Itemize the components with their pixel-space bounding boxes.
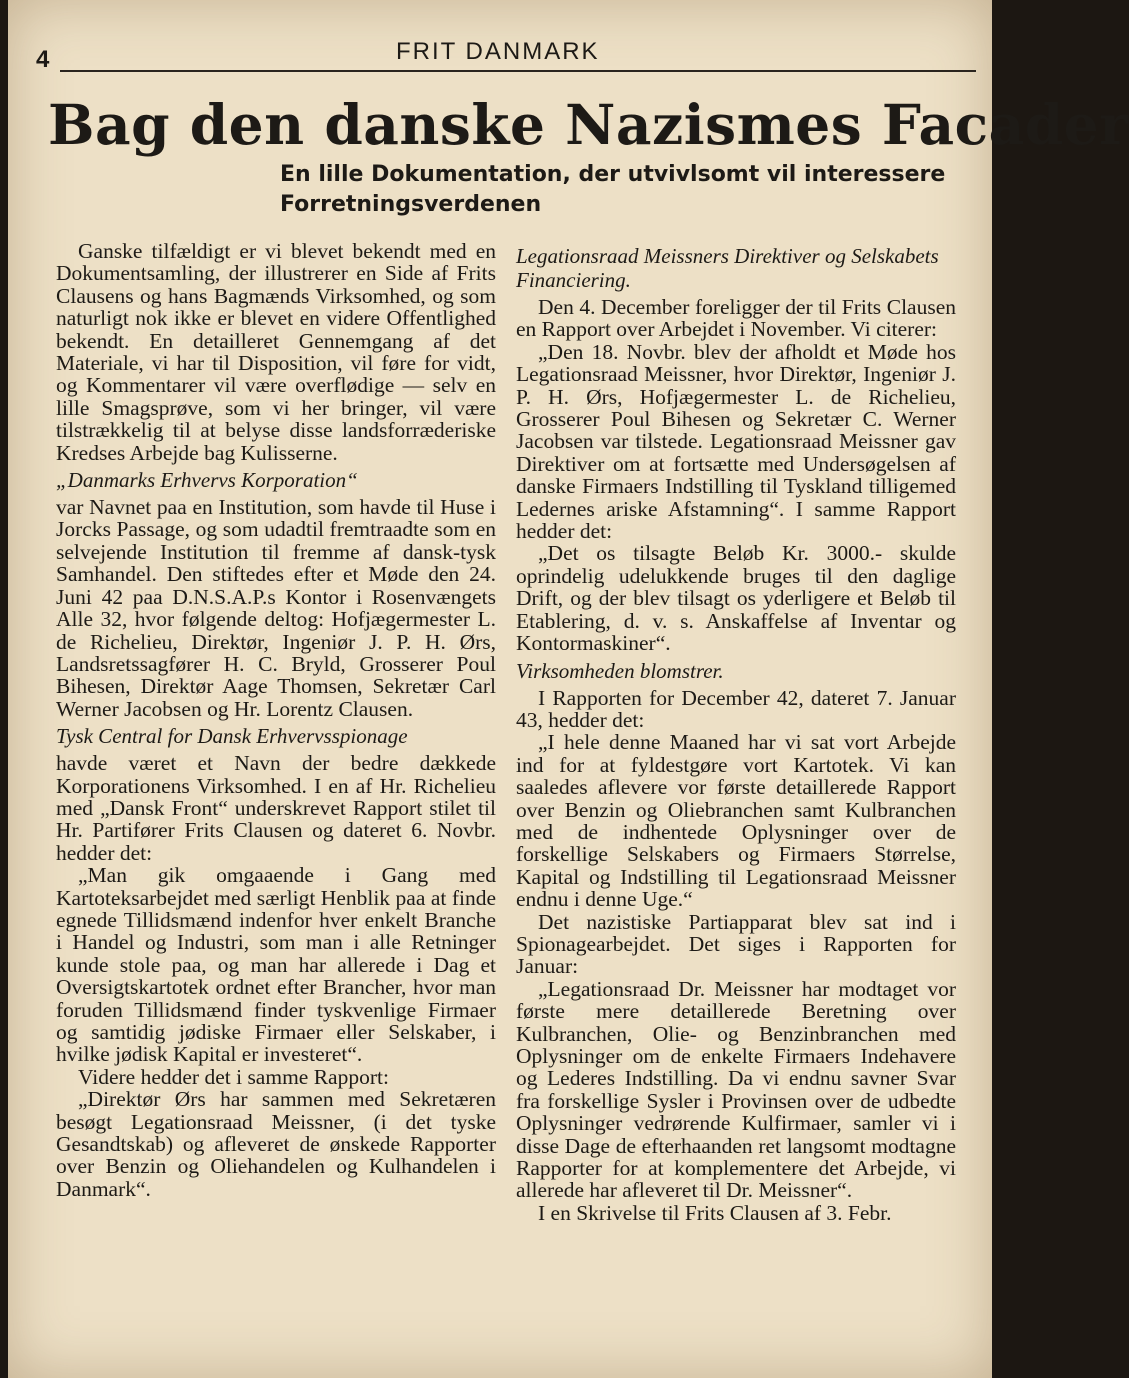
paragraph: Videre hedder det i samme Rapport: — [78, 1064, 389, 1089]
paragraph: I en Skrivelse til Frits Clausen af 3. Febr. — [538, 1200, 892, 1225]
paragraph: havde været et Navn der bedre dækkede Korporationens Virksomhed. I en af Hr. Richelieu med „Dansk Front“ underskrevet Rapport stilet til Hr. Partifører Frits Clausen og dateret 6. Novbr. hedder det: — [56, 751, 496, 865]
section-heading: Legationsraad Meissners Direktiver og Selskabets Financiering. — [516, 244, 939, 292]
section-heading: „Danmarks Erhvervs Korporation“ — [56, 468, 358, 493]
quotation: „Det os tilsagte Beløb Kr. 3000.- skulde oprindelig udelukkende bruges til den daglige Drift, og der blev tilsagt os yderligere et Beløb til Etablering, d. v. s. Anskaffelse af Inventar og Kontormaskiner“. — [516, 541, 956, 656]
right-column — [516, 240, 956, 1224]
left-column — [56, 240, 496, 1200]
quotation: „Legationsraad Dr. Meissner har modtaget vor første mere detaillerede Beretning over Kulbranchen, Olie- og Benzinbranchen med Oplysninger om de enkelte Firmaers Indehavere og Lederes Indstilling. Da vi endnu savner Svar fra forskellige Sysler i Provinsen over de udbedte Oplysninger vedrørende Kulfirmaer, samler vi i disse Dage de efterhaanden ret langsomt modtagne Rapporter for at komplementere det Arbejde, vi allerede har afleveret til Dr. Meissner“. — [516, 976, 956, 1203]
article-subheadline: En lille Dokumentation, der utvivlsomt vil interessere Forretningsverdenen — [280, 162, 946, 217]
header-rule — [60, 70, 976, 72]
quotation: „Man gik omgaaende i Gang med Kartoteksarbejdet med særligt Henblik paa at finde egnede Tillidsmænd indenfor hver enkelt Branche i Handel og Industri, som man i alle Retninger kunde stole paa, og man har allerede i Dag et Oversigtskartotek ordnet efter Brancher, hvor man foruden Tillidsmænd finder tyskvenlige Firmaer og samtidig jødiske Firmaer eller Selskaber, i hvilke jødisk Kapital er investeret“. — [56, 863, 496, 1067]
quotation: „Den 18. Novbr. blev der afholdt et Møde hos Legationsraad Meissner, hvor Direktør, Ingeniør J. P. H. Ørs, Hofjægermester L. de Richelieu, Grosserer Poul Bihesen og Sekretær C. Werner Jacobsen var tilstede. Legationsraad Meissner gav Direktiver om at fortsætte med Undersøgelsen af danske Firmaers Indstilling til Tyskland tilligemed Ledernes ariske Afstamning“. I samme Rapport hedder det: — [516, 339, 956, 544]
newspaper-page — [8, 0, 1129, 1378]
article-headline: Bag den danske Nazismes Facader — [48, 92, 1129, 157]
paragraph: var Navnet paa en Institution, som havde til Huse i Jorcks Passage, og som udadtil fremtraadte som en selvejende Institution til fremme af dansk-tysk Samhandel. Den stiftedes efter et Møde den 24. Juni 42 paa D.N.S.A.P.s Kontor i Rosenvængets Alle 32, hvor følgende deltog: Hofjægermester L. de Richelieu, Direktør, Ingeniør J. P. H. Ørs, Landsretssagfører H. C. Bryld, Grosserer Poul Bihesen, Direktør Aage Thomsen, Sekretær Carl Werner Jacobsen og Hr. Lorentz Clausen. — [56, 495, 496, 721]
quotation: „Direktør Ørs har sammen med Sekretæren besøgt Legationsraad Meissner, (i det tyske Gesandtskab) og afleveret de ønskede Rapporter over Benzin og Oliehandelen og Kulhandelen i Danmark“. — [56, 1087, 496, 1201]
page-header — [36, 38, 976, 72]
paragraph: Ganske tilfældigt er vi blevet bekendt med en Dokumentsamling, der illustrerer en Side af Frits Clausens og hans Bagmænds Virksomhed, og som naturligt nok ikke er blevet en videre Offentlighed bekendt. En detailleret Gennemgang af det Materiale, vi har til Disposition, vil føre for vidt, og Kommentarer vil være overflødige — selv en lille Smagsprøve, som vi her bringer, vil være tilstrækkelig til at belyse disse landsforræderiske Kredses Arbejde bag Kulisserne. — [56, 239, 496, 465]
section-heading: Virksomheden blomstrer. — [516, 658, 724, 683]
section-heading: Tysk Central for Dansk Erhvervsspionage — [56, 724, 408, 749]
paragraph: Det nazistiske Partiapparat blev sat ind i Spionagearbejdet. Det siges i Rapporten for Januar: — [516, 909, 956, 979]
page-number: 4 — [36, 46, 50, 73]
running-title: FRIT DANMARK — [396, 38, 600, 65]
quotation: „I hele denne Maaned har vi sat vort Arbejde ind for at fyldestgøre vort Kartotek. Vi kan saaledes aflevere vor første detaillerede Rapport over Benzin og Oliebranchen samt Kulbranchen med de indhentede Oplysninger over de forskellige Selskabers og Firmaers Størrelse, Kapital og Indstilling til Legationsraad Meissner endnu i denne Uge.“ — [516, 730, 956, 912]
paragraph: I Rapporten for December 42, dateret 7. Januar 43, hedder det: — [516, 685, 956, 732]
paragraph: Den 4. December foreligger der til Frits Clausen en Rapport over Arbejdet i November. Vi citerer: — [516, 295, 956, 342]
